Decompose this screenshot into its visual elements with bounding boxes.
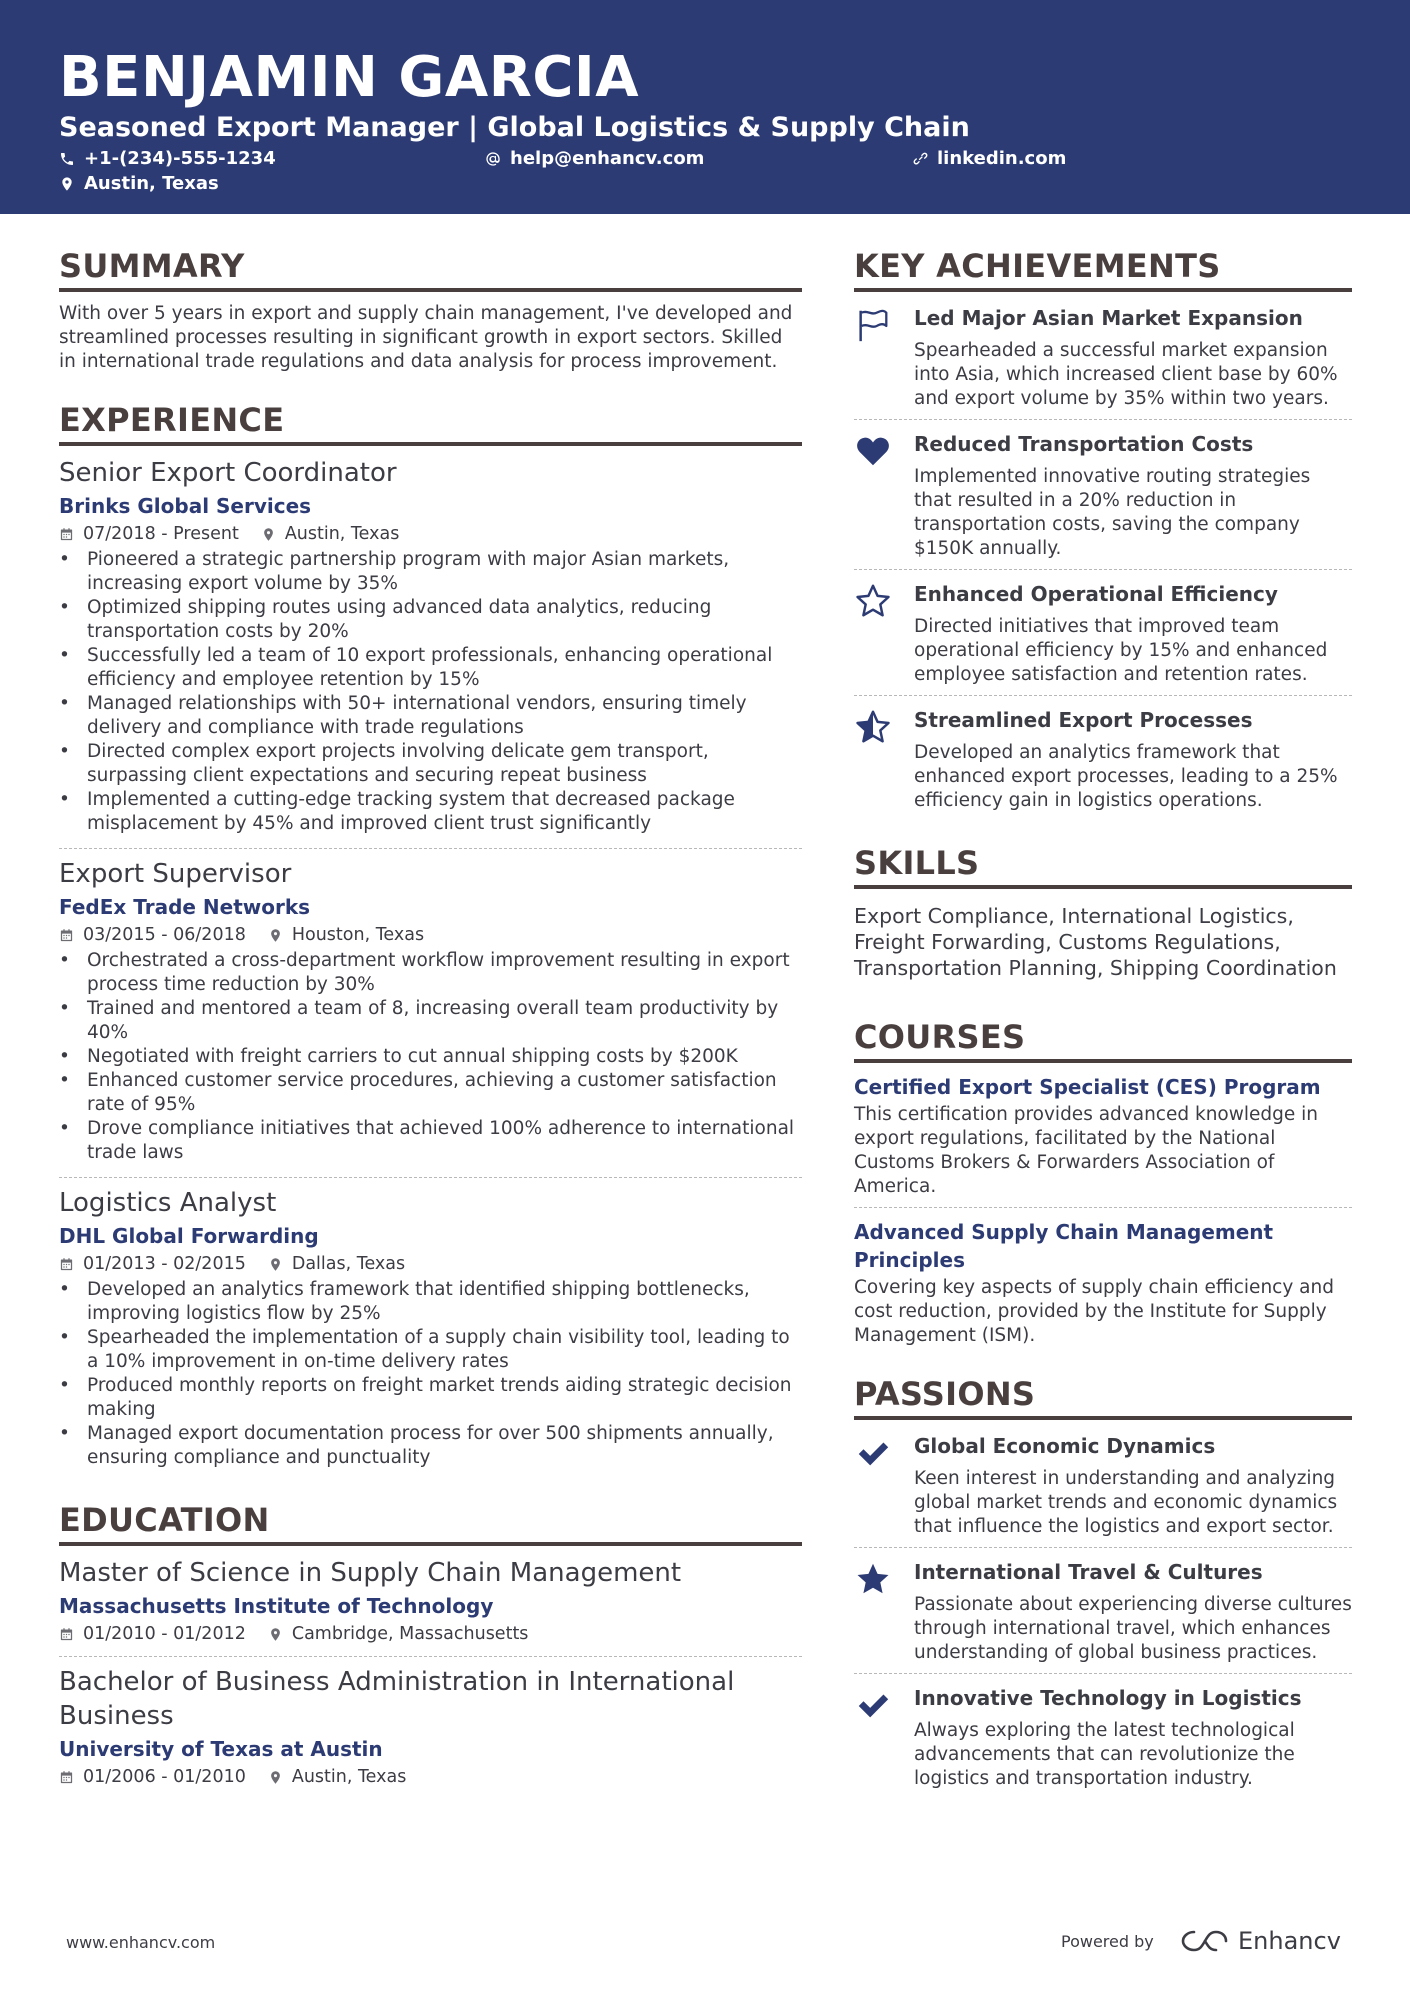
enhancv-logo[interactable] <box>1180 1926 1341 1956</box>
candidate-title: Seasoned Export Manager | Global Logistics & Supply Chain <box>59 112 970 143</box>
bullet-item: • Trained and mentored a team of 8, increasing overall team productivity by 40% <box>59 997 802 1045</box>
job-dates: 07/2018 - Present <box>83 524 239 544</box>
contact-phone[interactable] <box>59 147 276 171</box>
contact-location <box>59 172 219 196</box>
heart-icon <box>854 432 892 470</box>
education-location: Austin, Texas <box>291 1767 407 1787</box>
linkedin-text: linkedin.com <box>937 148 1067 169</box>
job-bullets <box>59 548 802 836</box>
job-meta <box>59 522 802 546</box>
job-company: Brinks Global Services <box>59 494 312 518</box>
achievement-desc: Implemented innovative routing strategies that resulted in a 20% reduction in transportation costs, saving the company $150K annually. <box>914 466 1311 559</box>
passions-heading: PASSIONS <box>854 1374 1352 1420</box>
course-desc: Covering key aspects of supply chain efficiency and cost reduction, provided by the Institute for Supply Management (ISM). <box>854 1277 1334 1346</box>
summary-heading: SUMMARY <box>59 246 802 292</box>
courses-heading: COURSES <box>854 1017 1352 1063</box>
experience-section <box>59 400 802 1474</box>
skills-heading: SKILLS <box>854 843 1352 889</box>
education-meta <box>59 1622 802 1646</box>
school-name: Massachusetts Institute of Technology <box>59 1594 494 1618</box>
resume-header <box>0 0 1410 214</box>
left-column <box>59 246 802 1789</box>
job-location: Austin, Texas <box>284 524 400 544</box>
education-section <box>59 1500 802 1789</box>
calendar-icon <box>59 1627 74 1642</box>
map-pin-icon <box>268 1770 283 1785</box>
bullet-item: • Managed relationships with 50+ international vendors, ensuring timely delivery and compliance with trade regulations <box>59 692 802 740</box>
education-dates: 01/2006 - 01/2010 <box>83 1767 246 1787</box>
bullet-item: • Implemented a cutting-edge tracking system that decreased package misplacement by 45% and improved client trust significantly <box>59 788 802 836</box>
calendar-icon <box>59 527 74 542</box>
calendar-icon <box>59 1257 74 1272</box>
course-item <box>854 1073 1352 1199</box>
passion-title: Innovative Technology in Logistics <box>914 1686 1302 1710</box>
at-sign-icon <box>485 151 501 167</box>
enhancv-logo-icon <box>1180 1928 1230 1954</box>
bullet-item: • Produced monthly reports on freight market trends aiding strategic decision making <box>59 1374 802 1422</box>
achievement-item <box>854 695 1352 821</box>
achievement-title: Reduced Transportation Costs <box>914 432 1254 456</box>
achievement-desc: Developed an analytics framework that enhanced export processes, leading to a 25% efficiency gain in logistics operations. <box>914 742 1338 811</box>
experience-heading: EXPERIENCE <box>59 400 802 446</box>
star-half-icon <box>854 708 892 746</box>
bullet-item: • Negotiated with freight carriers to cut annual shipping costs by $200K <box>59 1045 802 1069</box>
education-dates: 01/2010 - 01/2012 <box>83 1624 246 1644</box>
flag-icon <box>854 306 892 344</box>
bullet-item: • Developed an analytics framework that identified shipping bottlenecks, improving logistics flow by 25% <box>59 1278 802 1326</box>
courses-section <box>854 1017 1352 1348</box>
calendar-icon <box>59 928 74 943</box>
achievement-title: Streamlined Export Processes <box>914 708 1253 732</box>
job-role: Export Supervisor <box>59 859 292 889</box>
school-name: University of Texas at Austin <box>59 1737 383 1761</box>
bullet-item: • Optimized shipping routes using advanced data analytics, reducing transportation costs by 20% <box>59 596 802 644</box>
job-bullets <box>59 1278 802 1470</box>
education-heading: EDUCATION <box>59 1500 802 1546</box>
footer-url[interactable]: www.enhancv.com <box>66 1933 216 1952</box>
passion-title: Global Economic Dynamics <box>914 1434 1216 1458</box>
star-outline-icon <box>854 582 892 620</box>
location-text: Austin, Texas <box>84 173 219 194</box>
passion-item <box>854 1673 1352 1799</box>
education-location: Cambridge, Massachusetts <box>291 1624 529 1644</box>
candidate-name: BENJAMIN GARCIA <box>59 45 640 110</box>
phone-icon <box>59 151 75 167</box>
job-dates: 03/2015 - 06/2018 <box>83 925 246 945</box>
education-entry <box>59 1656 802 1789</box>
bullet-item: • Successfully led a team of 10 export professionals, enhancing operational efficiency and employee retention by 15% <box>59 644 802 692</box>
achievement-item <box>854 294 1352 419</box>
passion-desc: Keen interest in understanding and analyzing global market trends and economic dynamics that influence the logistics and export sector. <box>914 1468 1338 1537</box>
skills-text: Export Compliance, International Logistics, Freight Forwarding, Customs Regulations, Transportation Planning, Shipping Coordination <box>854 904 1337 980</box>
course-item <box>854 1207 1352 1348</box>
email-text: help@enhancv.com <box>510 148 705 169</box>
calendar-icon <box>59 1770 74 1785</box>
bullet-item: • Pioneered a strategic partnership program with major Asian markets, increasing export volume by 35% <box>59 548 802 596</box>
bullet-item: • Spearheaded the implementation of a supply chain visibility tool, leading to a 10% improvement in on-time delivery rates <box>59 1326 802 1374</box>
course-title: Advanced Supply Chain Management Principles <box>854 1220 1274 1272</box>
map-pin-icon <box>268 928 283 943</box>
achievement-item <box>854 419 1352 569</box>
degree-title: Master of Science in Supply Chain Management <box>59 1558 682 1588</box>
course-desc: This certification provides advanced knowledge in export regulations, facilitated by the National Customs Brokers & Forwarders Association of America. <box>854 1104 1318 1197</box>
bullet-item: • Enhanced customer service procedures, achieving a customer satisfaction rate of 95% <box>59 1069 802 1117</box>
achievement-desc: Directed initiatives that improved team operational efficiency by 15% and enhanced employee satisfaction and retention rates. <box>914 616 1328 685</box>
bullet-item: • Orchestrated a cross-department workflow improvement resulting in export process time reduction by 30% <box>59 949 802 997</box>
powered-by-label: Powered by <box>1061 1932 1154 1951</box>
degree-title: Bachelor of Business Administration in International Business <box>59 1667 735 1731</box>
experience-entry <box>59 848 802 1169</box>
passion-item <box>854 1547 1352 1673</box>
achievements-section <box>854 246 1352 821</box>
brand-name: Enhancv <box>1238 1927 1341 1955</box>
star-icon <box>854 1560 892 1598</box>
passion-title: International Travel & Cultures <box>914 1560 1263 1584</box>
job-role: Logistics Analyst <box>59 1188 277 1218</box>
job-meta <box>59 923 802 947</box>
passions-section <box>854 1374 1352 1799</box>
skills-section <box>854 843 1352 981</box>
job-meta <box>59 1252 802 1276</box>
passion-item <box>854 1422 1352 1547</box>
right-column <box>854 246 1352 1799</box>
achievement-desc: Spearheaded a successful market expansion into Asia, which increased client base by 60% and export volume by 35% within two years. <box>914 340 1338 409</box>
job-location: Houston, Texas <box>291 925 425 945</box>
job-company: FedEx Trade Networks <box>59 895 311 919</box>
job-location: Dallas, Texas <box>291 1254 406 1274</box>
bullet-item: • Directed complex export projects involving delicate gem transport, surpassing client expectations and securing repeat business <box>59 740 802 788</box>
experience-entry <box>59 456 802 840</box>
checkmark-icon <box>854 1434 892 1472</box>
passion-desc: Passionate about experiencing diverse cultures through international travel, which enhances understanding of global business practices. <box>914 1594 1352 1663</box>
checkmark-icon <box>854 1686 892 1724</box>
summary-section <box>59 246 802 374</box>
job-role: Senior Export Coordinator <box>59 458 397 488</box>
phone-text: +1-(234)-555-1234 <box>84 148 276 169</box>
job-bullets <box>59 949 802 1165</box>
achievement-title: Enhanced Operational Efficiency <box>914 582 1278 606</box>
map-pin-icon <box>261 527 276 542</box>
job-company: DHL Global Forwarding <box>59 1224 319 1248</box>
experience-entry <box>59 1177 802 1474</box>
bullet-item: • Managed export documentation process for over 500 shipments annually, ensuring compliance and punctuality <box>59 1422 802 1470</box>
education-meta <box>59 1765 802 1789</box>
map-pin-icon <box>268 1627 283 1642</box>
job-dates: 01/2013 - 02/2015 <box>83 1254 246 1274</box>
link-icon <box>912 151 928 167</box>
achievements-heading: KEY ACHIEVEMENTS <box>854 246 1352 292</box>
achievement-item <box>854 569 1352 695</box>
achievement-title: Led Major Asian Market Expansion <box>914 306 1303 330</box>
map-pin-icon <box>59 176 75 192</box>
passion-desc: Always exploring the latest technological advancements that can revolutionize the logistics and transportation industry. <box>914 1720 1295 1789</box>
education-entry <box>59 1556 802 1646</box>
summary-text: With over 5 years in export and supply chain management, I've developed and streamlined processes resulting in significant growth in export sectors. Skilled in international trade regulations and data analysis for process improvement. <box>59 303 793 372</box>
contact-linkedin[interactable] <box>912 147 1066 171</box>
map-pin-icon <box>268 1257 283 1272</box>
course-title: Certified Export Specialist (CES) Program <box>854 1075 1321 1099</box>
contact-email[interactable] <box>485 147 704 171</box>
bullet-item: • Drove compliance initiatives that achieved 100% adherence to international trade laws <box>59 1117 802 1165</box>
